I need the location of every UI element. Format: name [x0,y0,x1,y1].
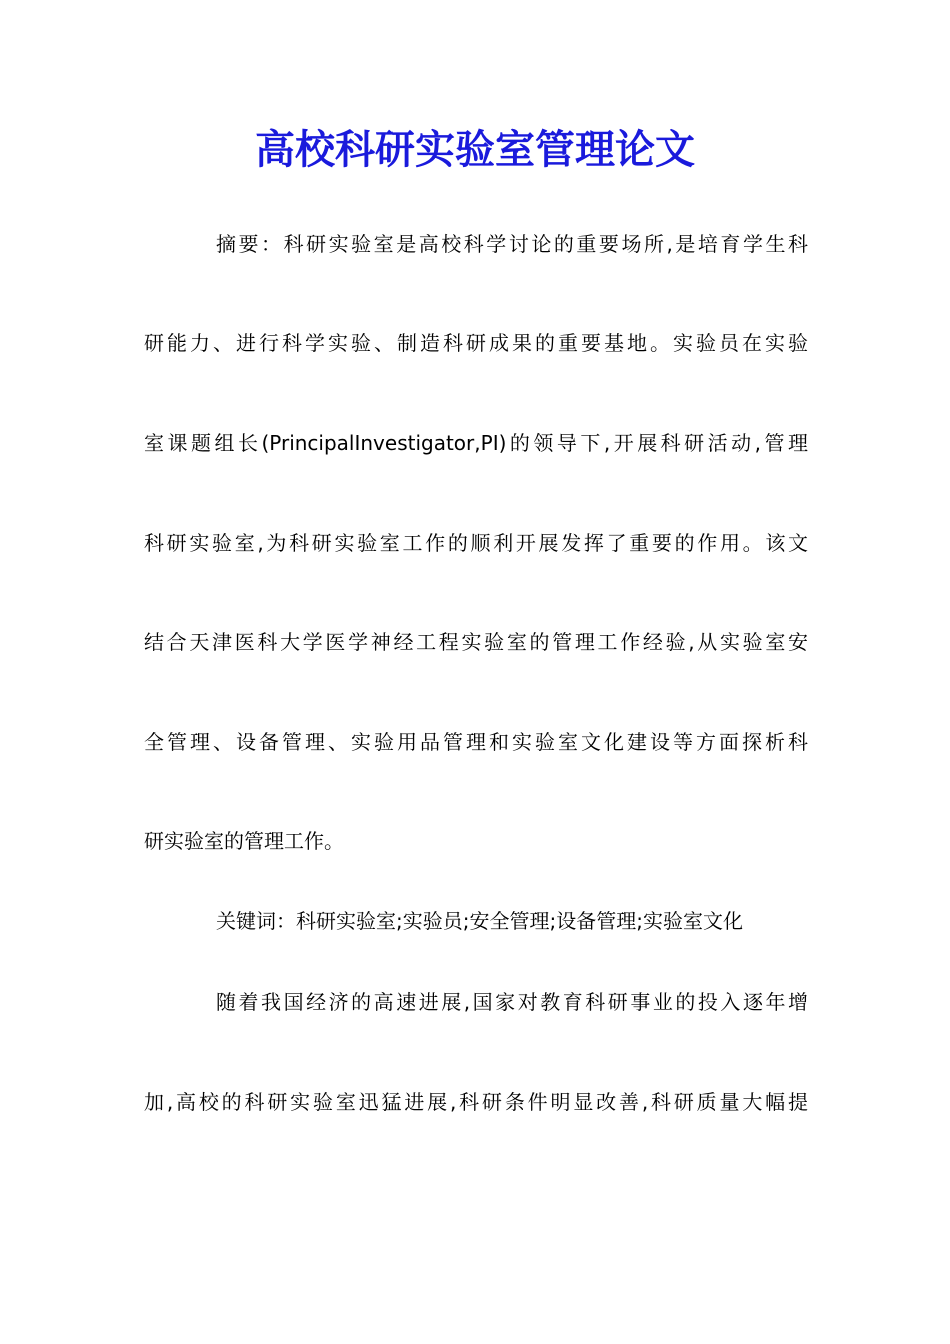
abstract-line-1: 摘要：科研实验室是高校科学讨论的重要场所,是培育学生科 [216,232,808,256]
keywords-line: 关键词：科研实验室;实验员;安全管理;设备管理;实验室文化 [216,909,743,933]
abstract-line-6: 全管理、设备管理、实验用品管理和实验室文化建设等方面探析科 [144,730,808,754]
abstract-line-5: 结合天津医科大学医学神经工程实验室的管理工作经验,从实验室安 [144,630,808,654]
abstract-line-7: 研实验室的管理工作。 [144,829,344,853]
document-title: 高校科研实验室管理论文 [255,126,695,173]
abstract-line-4: 科研实验室,为科研实验室工作的顺利开展发挥了重要的作用。该文 [144,531,808,555]
body-line-1: 随着我国经济的高速进展,国家对教育科研事业的投入逐年增 [216,990,808,1014]
body-line-2: 加,高校的科研实验室迅猛进展,科研条件明显改善,科研质量大幅提 [144,1090,808,1114]
abstract-line-2: 研能力、进行科学实验、制造科研成果的重要基地。实验员在实验 [144,331,808,355]
abstract-line-3: 室课题组长(PrincipalInvestigator,PI)的领导下,开展科研活动,管理 [144,431,808,455]
